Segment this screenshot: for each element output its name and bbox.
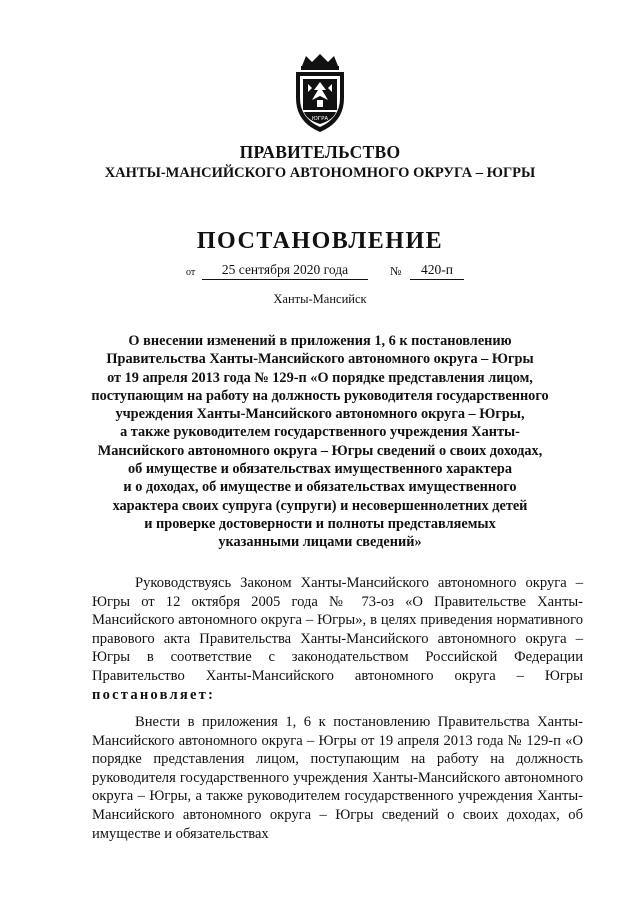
document-title [80, 332, 560, 552]
region-name: ХАНТЫ-МАНСИЙСКОГО АВТОНОМНОГО ОКРУГА – ЮГРЫ [104, 165, 536, 181]
resolves-keyword: постановляет: [92, 686, 216, 703]
title-line: указанными лицами сведений» [218, 534, 422, 551]
city: Ханты-Мансийск [273, 292, 367, 306]
number-prefix: № [390, 264, 402, 278]
title-line: Правительства Ханты-Мансийского автономного округа – Югры [106, 351, 534, 368]
title-line: об имуществе и обязательствах имущественного характера [127, 461, 513, 478]
title-line: а также руководителем государственного учреждения Ханты- [120, 424, 520, 441]
document-date: 25 сентября 2020 года [202, 262, 368, 280]
title-line: от 19 апреля 2013 года № 129-п «О порядке представления лицом, [107, 369, 533, 386]
khmao-coat-of-arms-icon [286, 52, 354, 134]
title-line: О внесении изменений в приложения 1, 6 к постановлению [128, 333, 512, 349]
body-paragraph-2 [92, 713, 583, 843]
svg-text:ЮГРА: ЮГРА [311, 116, 329, 122]
date-prefix: от [186, 267, 196, 278]
title-line: и проверке достоверности и полноты представляемых [144, 515, 496, 532]
government-name: ПРАВИТЕЛЬСТВО [239, 142, 401, 162]
paragraph-text: Руководствуясь Законом Ханты-Мансийского автономного округа – Югры от 12 октября 2005 года № 73-оз «О Правительстве Ханты-Мансийского автономного округа – Югры», в целях приведения нормативного правового акта Правительства Ханты-Мансийского автономного округа – Югры в соответствие с законодательством Российской Федерации Правительство Ханты-Мансийского автономного округа – Югры [92, 575, 583, 684]
document-type: ПОСТАНОВЛЕНИЕ [196, 228, 444, 254]
title-line: поступающим на работу на должность руководителя государственного [91, 387, 549, 404]
document-number: 420-п [410, 262, 464, 280]
title-line: учреждения Ханты-Мансийского автономного округа – Югры, [115, 406, 525, 423]
title-line: и о доходах, об имуществе и обязательствах имущественного [123, 479, 517, 496]
paragraph-text: Внести в приложения 1, 6 к постановлению Правительства Ханты-Мансийского автономного округа – Югры от 19 апреля 2013 года № 129-п «О порядке представления лицом, поступающим на работу на должность руководителя государственного учреждения Ханты-Мансийского автономного округа – Югры, а также руководителем государственного учреждения Ханты-Мансийского автономного округа – Югры сведений о своих доходах, об имуществе и обязательствах [92, 714, 583, 842]
date-number-row [186, 262, 476, 284]
body-paragraph-1 [92, 574, 583, 704]
title-line: Мансийского автономного округа – Югры сведений о своих доходах, [97, 442, 543, 459]
title-line: характера своих супруга (супруги) и несовершеннолетних детей [112, 497, 528, 514]
